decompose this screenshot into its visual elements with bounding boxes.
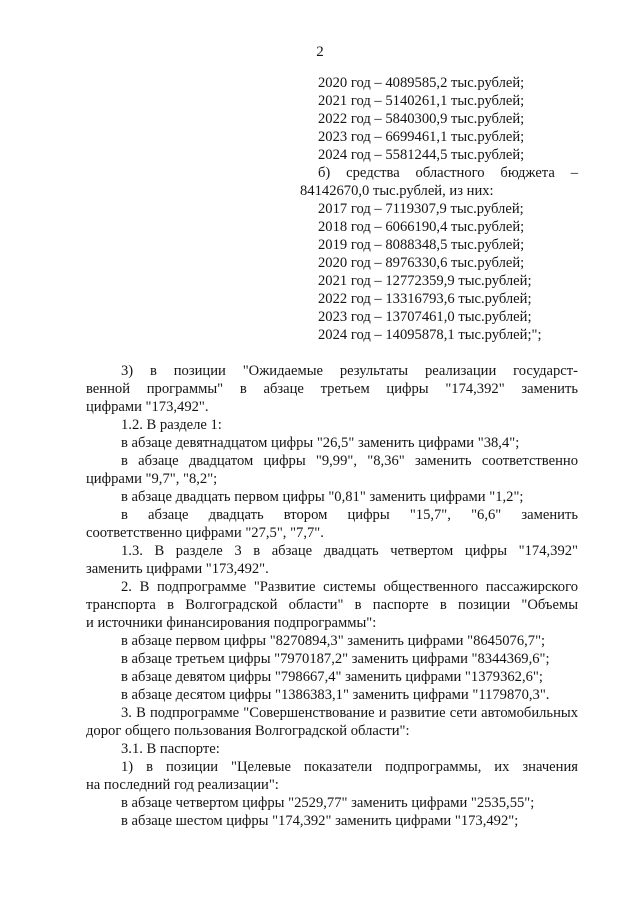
paragraph-line: на последний год реализации": bbox=[86, 777, 279, 793]
paragraph-line: в абзаце шестом цифры "174,392" заменить цифрами "173,492"; bbox=[121, 813, 519, 829]
paragraph-line: цифрами "173,492". bbox=[86, 399, 209, 415]
paragraph-line: в абзаце девятом цифры "798667,4" заменить цифрами "1379362,6"; bbox=[121, 669, 543, 685]
funding-line: 2024 год – 14095878,1 тыс.рублей;"; bbox=[318, 327, 542, 343]
regional-budget-line: б) средства областного бюджета – bbox=[318, 165, 578, 181]
funding-line: 2021 год – 5140261,1 тыс.рублей; bbox=[318, 93, 525, 109]
paragraph-line: венной программы" в абзаце третьем цифры "174,392" заменить bbox=[86, 381, 578, 397]
funding-line: 2019 год – 8088348,5 тыс.рублей; bbox=[318, 237, 525, 253]
funding-line: 2022 год – 5840300,9 тыс.рублей; bbox=[318, 111, 525, 127]
funding-line: 2017 год – 7119307,9 тыс.рублей; bbox=[318, 201, 524, 217]
paragraph-line: заменить цифрами "173,492". bbox=[86, 561, 269, 577]
paragraph-line: соответственно цифрами "27,5", "7,7". bbox=[86, 525, 324, 541]
funding-line: 2020 год – 8976330,6 тыс.рублей; bbox=[318, 255, 525, 271]
paragraph-line: в абзаце девятнадцатом цифры "26,5" заменить цифрами "38,4"; bbox=[121, 435, 520, 451]
paragraph-line: 1.2. В разделе 1: bbox=[121, 417, 222, 433]
paragraph-line: в абзаце четвертом цифры "2529,77" заменить цифрами "2535,55"; bbox=[121, 795, 535, 811]
funding-line: 2022 год – 13316793,6 тыс.рублей; bbox=[318, 291, 532, 307]
funding-line: 2024 год – 5581244,5 тыс.рублей; bbox=[318, 147, 525, 163]
funding-line: 2023 год – 6699461,1 тыс.рублей; bbox=[318, 129, 525, 145]
paragraph-line: в абзаце двадцать втором цифры "15,7", "6,6" заменить bbox=[121, 507, 578, 523]
regional-budget-total: 84142670,0 тыс.рублей, из них: bbox=[300, 183, 494, 199]
paragraph-line: цифрами "9,7", "8,2"; bbox=[86, 471, 218, 487]
page-number: 2 bbox=[316, 44, 324, 60]
paragraph-line: в абзаце двадцатом цифры "9,99", "8,36" заменить соответственно bbox=[121, 453, 578, 469]
paragraph-line: 2. В подпрограмме "Развитие системы общественного пассажирского bbox=[121, 579, 578, 595]
paragraph-line: в абзаце третьем цифры "7970187,2" заменить цифрами "8344369,6"; bbox=[121, 651, 550, 667]
paragraph-line: 3) в позиции "Ожидаемые результаты реализации государст- bbox=[121, 363, 578, 379]
paragraph-line: дорог общего пользования Волгоградской области": bbox=[86, 723, 410, 739]
paragraph-line: транспорта в Волгоградской области" в паспорте в позиции "Объемы bbox=[86, 597, 578, 613]
paragraph-line: и источники финансирования подпрограммы": bbox=[86, 615, 377, 631]
paragraph-line: 1.3. В разделе 3 в абзаце двадцать четвертом цифры "174,392" bbox=[121, 543, 578, 559]
paragraph-line: в абзаце десятом цифры "1386383,1" заменить цифрами "1179870,3". bbox=[121, 687, 550, 703]
funding-line: 2018 год – 6066190,4 тыс.рублей; bbox=[318, 219, 525, 235]
paragraph-line: 3.1. В паспорте: bbox=[121, 741, 220, 757]
funding-line: 2023 год – 13707461,0 тыс.рублей; bbox=[318, 309, 532, 325]
paragraph-line: в абзаце двадцать первом цифры "0,81" заменить цифрами "1,2"; bbox=[121, 489, 524, 505]
funding-line: 2020 год – 4089585,2 тыс.рублей; bbox=[318, 75, 525, 91]
paragraph-line: 1) в позиции "Целевые показатели подпрограммы, их значения bbox=[121, 759, 578, 775]
paragraph-line: 3. В подпрограмме "Совершенствование и развитие сети автомобильных bbox=[121, 705, 578, 721]
funding-line: 2021 год – 12772359,9 тыс.рублей; bbox=[318, 273, 532, 289]
paragraph-line: в абзаце первом цифры "8270894,3" заменить цифрами "8645076,7"; bbox=[121, 633, 546, 649]
